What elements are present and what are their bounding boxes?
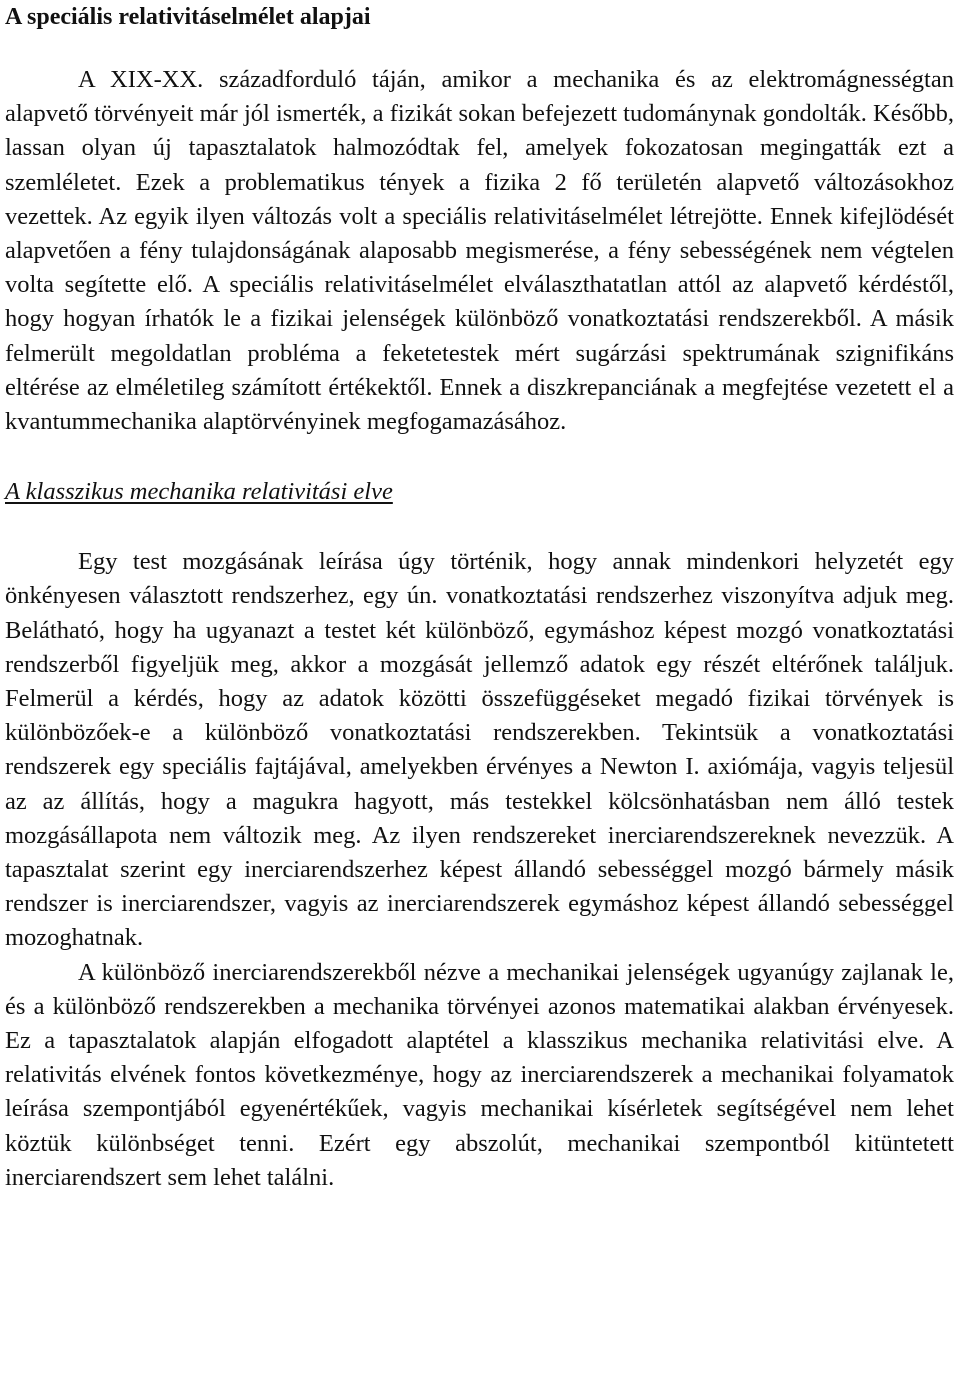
intro-paragraph: A XIX-XX. századforduló táján, amikor a mechanika és az elektromágnességtan alapvető törvényeit már jól ismerték, a fizikát sokan befejezett tudománynak gondolták. Később, lassan olyan új tapasztalatok halmozódtak fel, amelyek fokozatosan megingatták ezt a szemléletet. Ezek a problematikus tények a fizika 2 fő területén alapvető változásokhoz vezettek. Az egyik ilyen változás volt a speciális relativitáselmélet létrejötte. Ennek kifejlödését alapvetően a fény tulajdonságának alaposabb megismerése, a fény sebességének nem végtelen volta segítette elő. A speciális relativitáselmélet elválaszthatatlan attól az alapvető kérdéstől, hogy hogyan írhatók le a fizikai jelenségek különböző vonatkoztatási rendszerekből. A másik felmerült megoldatlan probléma a feketetestek mért sugárzási spektrumának szignifikáns eltérése az elméletileg számított értékektől. Ennek a diszkrepanciának a megfejtése vezetett el a kvantummechanika alaptörvényinek megfogamazásához. (5, 66, 954, 436)
section-heading: A klasszikus mechanika relativitási elve (5, 478, 393, 506)
section-paragraph-1: Egy test mozgásának leírása úgy történik, hogy annak mindenkori helyzetét egy önkényesen választott rendszerhez, egy ún. vonatkoztatási rendszerhez viszonyítva adjuk meg. Belátható, hogy ha ugyanazt a testet két különböző, egymáshoz képest mozgó vonatkoztatási rendszerből figyeljük meg, akkor a mozgását jellemző adatok egy részét eltérőnek találjuk. Felmerül a kérdés, hogy az adatok közötti összefüggéseket megadó fizikai törvények is különbözőek-e a különböző vonatkoztatási rendszerekben. Tekintsük a vonatkoztatási rendszerek egy speciális fajtájával, amelyekben érvényes a Newton I. axiómája, vagyis teljesül az az állítás, hogy a magukra hagyott, más testekkel kölcsönhatásban nem álló testek mozgásállapota nem változik meg. Az ilyen rendszereket inerciarendszereknek nevezzük. A tapasztalat szerint egy inerciarendszerhez képest állandó sebességgel mozgó bármely másik rendszer is inerciarendszer, vagyis az inerciarendszerek egymáshoz képest állandó sebességgel mozoghatnak. (5, 548, 954, 952)
section-paragraph-2: A különböző inerciarendszerekből nézve a mechanikai jelenségek ugyanúgy zajlanak le, és a különböző rendszerekben a mechanika törvényei azonos matematikai alakban érvényesek. Ez a tapasztalatok alapján elfogadott alaptétel a klasszikus mechanika relativitási elve. A relativitás elvének fontos következménye, hogy az inerciarendszerek a mechanikai folyamatok leírása szempontjából egyenértékűek, vagyis mechanikai kísérletek segítségével nem lehet köztük különbséget tenni. Ezért egy abszolút, mechanikai szempontból kitüntetett inerciarendszert sem lehet találni. (5, 958, 954, 1191)
page-title: A speciális relativitáselmélet alapjai (5, 4, 371, 30)
